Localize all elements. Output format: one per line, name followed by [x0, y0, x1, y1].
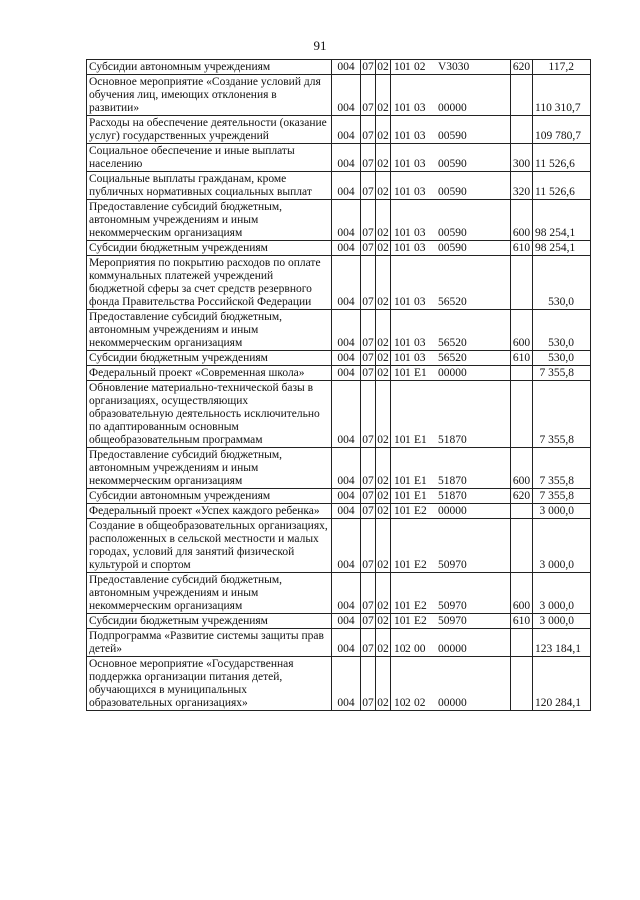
target-article-part: 1 [405, 337, 411, 349]
section-code-cell: 07 [362, 352, 374, 364]
table-row [87, 381, 591, 448]
subsection-code-cell: 02 [376, 381, 391, 448]
target-article-part: 10 [394, 61, 406, 73]
target-article-cell [391, 448, 511, 489]
amount-cell: 3 000,0 [533, 573, 591, 614]
target-article-part: 03 [414, 227, 426, 239]
target-article-part: 03 [414, 296, 426, 308]
ministry-code-cell: 004 [332, 200, 361, 241]
section-code-cell: 07 [361, 144, 376, 172]
expense-name-cell: Предоставление субсидий бюджетным, автономным учреждениям и иным некоммерческим организациям [87, 448, 332, 489]
expense-type-cell [511, 381, 533, 448]
expense-name-cell: Создание в общеобразовательных организациях, расположенных в сельской местности и малых городах, условий для занятий физической культурой и спортом [87, 519, 332, 573]
target-article-part: 00000 [438, 697, 467, 709]
target-article-part: 10 [394, 505, 406, 517]
ministry-code-cell: 004 [332, 448, 361, 489]
section-code-cell: 07 [362, 367, 374, 379]
expense-type-cell: 600 [511, 200, 533, 241]
expense-name-cell: Федеральный проект «Успех каждого ребенка» [87, 504, 332, 519]
target-article-part: 10 [394, 352, 406, 364]
expense-name-cell: Предоставление субсидий бюджетным, автономным учреждениям и иным некоммерческим организациям [87, 200, 332, 241]
target-article-cell [391, 116, 511, 144]
target-article-part: 03 [414, 158, 426, 170]
ministry-code-cell: 004 [332, 144, 361, 172]
subsection-code-cell: 02 [376, 448, 391, 489]
target-article-part: 03 [414, 337, 426, 349]
amount-cell: 120 284,1 [533, 657, 591, 711]
target-article-part: 10 [394, 242, 406, 254]
target-article-part: 03 [414, 130, 426, 142]
amount-cell: 123 184,1 [533, 629, 591, 657]
ministry-code-cell: 004 [332, 60, 361, 75]
target-article-part: E1 [414, 434, 427, 446]
section-code-cell: 07 [361, 310, 376, 351]
expense-type-cell [511, 116, 533, 144]
target-article-part: 1 [405, 600, 411, 612]
ministry-code-cell: 004 [332, 519, 361, 573]
expense-type-cell: 600 [511, 310, 533, 351]
target-article-part: 03 [414, 242, 426, 254]
section-code-cell: 07 [362, 242, 374, 254]
target-article-part: 1 [405, 367, 411, 379]
target-article-part: 56520 [438, 337, 467, 349]
amount-cell: 3 000,0 [533, 519, 591, 573]
target-article-cell [391, 60, 511, 75]
expense-name-cell: Основное мероприятие «Создание условий для обучения лиц, имеющих отклонения в развитии» [87, 75, 332, 116]
target-article-part: 00590 [438, 242, 467, 254]
amount-cell: 7 355,8 [533, 489, 591, 504]
ministry-code-cell: 004 [332, 657, 361, 711]
ministry-code-cell: 004 [332, 489, 361, 504]
expense-type-cell: 610 [511, 614, 533, 629]
amount-cell: 530,0 [533, 310, 591, 351]
target-article-part: 10 [394, 600, 406, 612]
target-article-part: 1 [405, 490, 411, 502]
section-code-cell: 07 [361, 200, 376, 241]
target-article-part: 10 [394, 227, 406, 239]
target-article-cell [391, 241, 511, 256]
amount-cell: 110 310,7 [533, 75, 591, 116]
amount-cell: 7 355,8 [533, 366, 591, 381]
target-article-part: 1 [405, 186, 411, 198]
target-article-part: E2 [414, 505, 427, 517]
target-article-part: 51870 [438, 434, 467, 446]
expense-name-cell: Предоставление субсидий бюджетным, автономным учреждениям и иным некоммерческим организациям [87, 573, 332, 614]
target-article-part: 03 [414, 102, 426, 114]
table-row [87, 629, 591, 657]
subsection-code-cell: 02 [376, 172, 391, 200]
table-row [87, 448, 591, 489]
expense-name-cell: Субсидии автономным учреждениям [87, 489, 332, 504]
expense-type-cell: 610 [511, 241, 533, 256]
target-article-part: 02 [414, 697, 426, 709]
expense-type-cell [511, 504, 533, 519]
expense-type-cell [511, 519, 533, 573]
target-article-cell [391, 614, 511, 629]
table-row [87, 614, 591, 629]
expense-type-cell [511, 366, 533, 381]
section-code-cell: 07 [361, 448, 376, 489]
target-article-cell [391, 629, 511, 657]
target-article-part: 1 [405, 61, 411, 73]
target-article-cell [391, 351, 511, 366]
table-row [87, 489, 591, 504]
expense-type-cell: 320 [511, 172, 533, 200]
target-article-part: 56520 [438, 352, 467, 364]
expense-type-cell: 620 [511, 60, 533, 75]
target-article-part: 10 [394, 490, 406, 502]
target-article-part: 1 [405, 130, 411, 142]
target-article-cell [391, 381, 511, 448]
target-article-part: 10 [394, 559, 406, 571]
target-article-part: 56520 [438, 296, 467, 308]
section-code-cell: 07 [361, 172, 376, 200]
table-row [87, 241, 591, 256]
target-article-part: 10 [394, 475, 406, 487]
ministry-code-cell: 004 [332, 116, 361, 144]
target-article-part: 00 [414, 643, 426, 655]
section-code-cell: 07 [362, 490, 374, 502]
target-article-part: E1 [414, 490, 427, 502]
subsection-code-cell: 02 [377, 615, 389, 627]
expense-type-cell: 610 [511, 351, 533, 366]
target-article-part: 1 [405, 475, 411, 487]
amount-cell: 98 254,1 [533, 200, 591, 241]
ministry-code-cell: 004 [332, 351, 361, 366]
ministry-code-cell: 004 [332, 504, 361, 519]
target-article-part: 1 [405, 559, 411, 571]
target-article-cell [391, 366, 511, 381]
expense-name-cell: Расходы на обеспечение деятельности (оказание услуг) государственных учреждений [87, 116, 332, 144]
subsection-code-cell: 02 [376, 629, 391, 657]
section-code-cell: 07 [361, 657, 376, 711]
table-row [87, 256, 591, 310]
expense-name-cell: Субсидии бюджетным учреждениям [87, 241, 332, 256]
subsection-code-cell: 02 [376, 519, 391, 573]
target-article-part: E1 [414, 367, 427, 379]
target-article-part: E1 [414, 475, 427, 487]
expense-name-cell: Основное мероприятие «Государственная поддержка организации питания детей, обучающихся в муниципальных образовательных организациях» [87, 657, 332, 711]
expense-type-cell: 300 [511, 144, 533, 172]
target-article-part: 1 [405, 505, 411, 517]
expense-name-cell: Обновление материально-технической базы в организациях, осуществляющих образовательную деятельность исключительно по адаптированным основным общеобразовательным программам [87, 381, 332, 448]
section-code-cell: 07 [361, 75, 376, 116]
target-article-part: 1 [405, 102, 411, 114]
amount-cell: 98 254,1 [533, 241, 591, 256]
section-code-cell: 07 [362, 61, 374, 73]
table-row [87, 60, 591, 75]
target-article-part: 1 [405, 242, 411, 254]
ministry-code-cell: 004 [332, 256, 361, 310]
amount-cell: 530,0 [533, 256, 591, 310]
target-article-part: V3030 [438, 61, 470, 73]
subsection-code-cell: 02 [376, 573, 391, 614]
target-article-cell [391, 310, 511, 351]
table-row [87, 504, 591, 519]
expense-name-cell: Социальные выплаты гражданам, кроме публичных нормативных социальных выплат [87, 172, 332, 200]
target-article-part: 10 [394, 697, 406, 709]
target-article-part: 00000 [438, 367, 467, 379]
amount-cell: 3 000,0 [533, 614, 591, 629]
expense-type-cell [511, 629, 533, 657]
subsection-code-cell: 02 [376, 75, 391, 116]
expense-type-cell [511, 75, 533, 116]
ministry-code-cell: 004 [332, 629, 361, 657]
target-article-cell [391, 200, 511, 241]
target-article-part: 1 [405, 158, 411, 170]
expense-type-cell: 620 [511, 489, 533, 504]
ministry-code-cell: 004 [332, 381, 361, 448]
table-row [87, 116, 591, 144]
target-article-part: 10 [394, 643, 406, 655]
target-article-part: 10 [394, 102, 406, 114]
expense-name-cell: Субсидии бюджетным учреждениям [87, 614, 332, 629]
page-number: 91 [313, 38, 327, 53]
section-code-cell: 07 [361, 629, 376, 657]
table-row [87, 310, 591, 351]
subsection-code-cell: 02 [377, 242, 389, 254]
expense-name-cell: Федеральный проект «Современная школа» [87, 366, 332, 381]
target-article-part: 10 [394, 337, 406, 349]
section-code-cell: 07 [362, 615, 374, 627]
target-article-part: 1 [405, 434, 411, 446]
expense-name-cell: Подпрограмма «Развитие системы защиты прав детей» [87, 629, 332, 657]
subsection-code-cell: 02 [377, 367, 389, 379]
amount-cell: 11 526,6 [533, 144, 591, 172]
table-row [87, 573, 591, 614]
table-row [87, 144, 591, 172]
subsection-code-cell: 02 [376, 256, 391, 310]
target-article-part: 1 [405, 352, 411, 364]
ministry-code-cell: 004 [332, 614, 361, 629]
expense-name-cell: Мероприятия по покрытию расходов по оплате коммунальных платежей учреждений бюджетной сферы за счет средств резервного фонда Правительства Российской Федерации [87, 256, 332, 310]
ministry-code-cell: 004 [332, 573, 361, 614]
target-article-cell [391, 519, 511, 573]
target-article-part: 10 [394, 158, 406, 170]
expense-type-cell: 600 [511, 573, 533, 614]
amount-cell: 3 000,0 [533, 504, 591, 519]
expense-type-cell [511, 657, 533, 711]
expense-type-cell: 600 [511, 448, 533, 489]
target-article-part: 00000 [438, 102, 467, 114]
target-article-cell [391, 144, 511, 172]
target-article-cell [391, 489, 511, 504]
table-row [87, 200, 591, 241]
expense-name-cell: Субсидии бюджетным учреждениям [87, 351, 332, 366]
table-row [87, 519, 591, 573]
target-article-cell [391, 573, 511, 614]
target-article-part: 1 [405, 227, 411, 239]
target-article-part: 00590 [438, 186, 467, 198]
amount-cell: 11 526,6 [533, 172, 591, 200]
target-article-cell [391, 75, 511, 116]
subsection-code-cell: 02 [377, 490, 389, 502]
subsection-code-cell: 02 [377, 505, 389, 517]
table-row [87, 657, 591, 711]
section-code-cell: 07 [362, 505, 374, 517]
target-article-part: 03 [414, 186, 426, 198]
expense-type-cell [511, 256, 533, 310]
target-article-part: 10 [394, 130, 406, 142]
target-article-part: 00590 [438, 158, 467, 170]
section-code-cell: 07 [361, 519, 376, 573]
target-article-part: 10 [394, 615, 406, 627]
section-code-cell: 07 [361, 256, 376, 310]
ministry-code-cell: 004 [332, 310, 361, 351]
target-article-part: 51870 [438, 475, 467, 487]
target-article-part: E2 [414, 559, 427, 571]
target-article-part: 00590 [438, 227, 467, 239]
section-code-cell: 07 [361, 116, 376, 144]
target-article-part: 00590 [438, 130, 467, 142]
section-code-cell: 07 [361, 381, 376, 448]
target-article-part: 1 [405, 296, 411, 308]
table-row [87, 75, 591, 116]
target-article-part: 50970 [438, 559, 467, 571]
ministry-code-cell: 004 [332, 75, 361, 116]
target-article-part: 03 [414, 352, 426, 364]
table-row [87, 351, 591, 366]
ministry-code-cell: 004 [332, 172, 361, 200]
target-article-part: E2 [414, 615, 427, 627]
subsection-code-cell: 02 [376, 200, 391, 241]
target-article-part: 51870 [438, 490, 467, 502]
amount-cell: 117,2 [533, 60, 591, 75]
subsection-code-cell: 02 [376, 657, 391, 711]
target-article-part: 00000 [438, 505, 467, 517]
target-article-part: 00000 [438, 643, 467, 655]
target-article-cell [391, 256, 511, 310]
table-row [87, 172, 591, 200]
amount-cell: 530,0 [533, 351, 591, 366]
target-article-cell [391, 504, 511, 519]
subsection-code-cell: 02 [376, 116, 391, 144]
target-article-part: E2 [414, 600, 427, 612]
subsection-code-cell: 02 [377, 352, 389, 364]
budget-table [86, 59, 591, 711]
section-code-cell: 07 [361, 573, 376, 614]
amount-cell: 109 780,7 [533, 116, 591, 144]
expense-name-cell: Социальное обеспечение и иные выплаты населению [87, 144, 332, 172]
subsection-code-cell: 02 [376, 310, 391, 351]
target-article-part: 1 [405, 615, 411, 627]
amount-cell: 7 355,8 [533, 448, 591, 489]
target-article-cell [391, 172, 511, 200]
target-article-part: 50970 [438, 615, 467, 627]
target-article-part: 10 [394, 434, 406, 446]
target-article-part: 02 [414, 61, 426, 73]
ministry-code-cell: 004 [332, 241, 361, 256]
target-article-cell [391, 657, 511, 711]
amount-cell: 7 355,8 [533, 381, 591, 448]
target-article-part: 2 [405, 643, 411, 655]
target-article-part: 10 [394, 296, 406, 308]
target-article-part: 50970 [438, 600, 467, 612]
expense-name-cell: Предоставление субсидий бюджетным, автономным учреждениям и иным некоммерческим организациям [87, 310, 332, 351]
ministry-code-cell: 004 [332, 366, 361, 381]
expense-name-cell: Субсидии автономным учреждениям [87, 60, 332, 75]
target-article-part: 10 [394, 186, 406, 198]
subsection-code-cell: 02 [377, 61, 389, 73]
target-article-part: 2 [405, 697, 411, 709]
table-row [87, 366, 591, 381]
target-article-part: 10 [394, 367, 406, 379]
subsection-code-cell: 02 [376, 144, 391, 172]
